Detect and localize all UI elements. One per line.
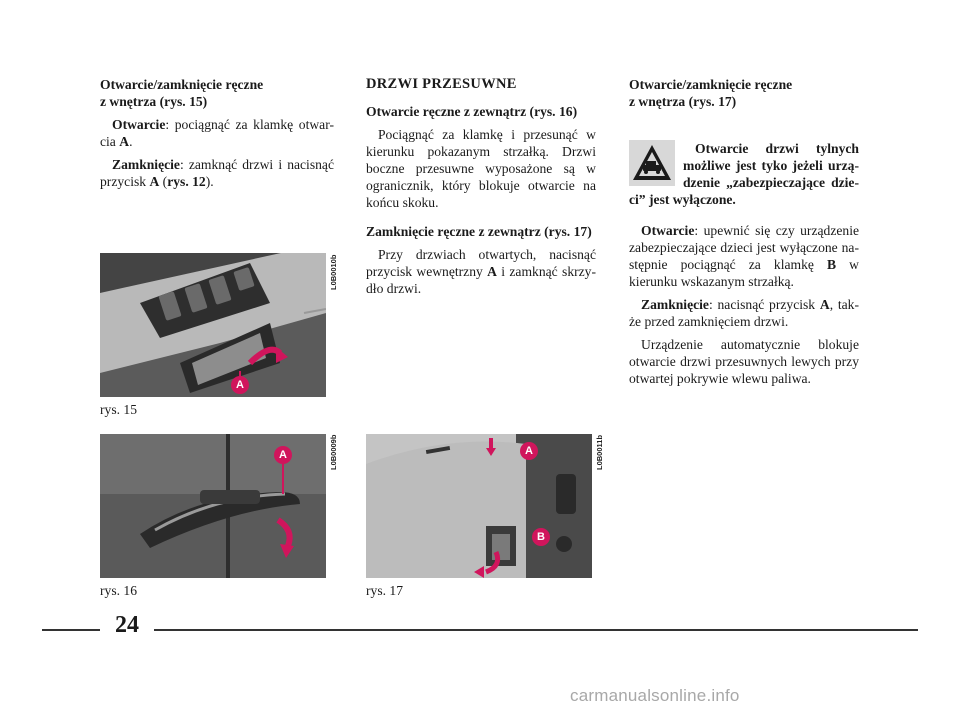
figure-17-label-a: A bbox=[520, 442, 538, 460]
figure-17-code: L0B0011b bbox=[595, 434, 604, 470]
figure-16-label-a: A bbox=[274, 446, 292, 464]
paragraph-opening: Otwarcie: pociągnąć za klamkę otwar-cia A. bbox=[100, 117, 334, 149]
footer-rule-right bbox=[154, 629, 918, 631]
column-right bbox=[629, 76, 859, 393]
paragraph-outside-open: Pociągnąć za klamkę i przesunąć w kierunku pokazanym strzałką. Drzwi boczne przesuwne wyposażone są w ogranicznik, który blokuje otwarcie na końcu skoku. bbox=[366, 127, 596, 210]
footer-rule-left bbox=[42, 629, 100, 631]
figure-15-label-a: A bbox=[231, 376, 249, 394]
subheading-outside-open: Otwarcie ręczne z zewnątrz (rys. 16) bbox=[366, 104, 578, 119]
page-number: 24 bbox=[115, 612, 139, 638]
paragraph-rear-opening: Otwarcie: upewnić się czy urządzenie zabezpieczające dzieci jest wyłączone na-stępnie pociągnąć za klamkę B w kierunku wskazanym strzałką. bbox=[629, 223, 859, 289]
figure-16-caption: rys. 16 bbox=[100, 583, 138, 598]
figure-16-code: L0B0009b bbox=[329, 434, 338, 470]
warning-block bbox=[629, 140, 859, 208]
heading-inside-open-close-line2: z wnętrza (rys. 15) bbox=[100, 94, 208, 109]
figure-17-image bbox=[366, 434, 592, 578]
watermark: carmanualsonline.info bbox=[570, 686, 740, 705]
paragraph-fuel-lock: Urządzenie automatycznie blokuje otwarcie drzwi przesuwnych lewych przy otwartej pokrywie wlewu paliwa. bbox=[629, 337, 859, 386]
column-middle bbox=[366, 76, 596, 303]
warning-icon bbox=[629, 140, 675, 186]
figure-17-label-b: B bbox=[532, 528, 550, 546]
section-title: DRZWI PRZESUWNE bbox=[366, 76, 517, 92]
paragraph-closing: Zamknięcie: zamknąć drzwi i nacisnąć przycisk A (rys. 12). bbox=[100, 157, 334, 189]
figure-16-image bbox=[100, 434, 326, 578]
figure-15-code: L0B0010b bbox=[329, 254, 338, 290]
figure-15-caption: rys. 15 bbox=[100, 402, 138, 417]
warning-text: Otwarcie drzwi tylnych możliwe jest tyko jeżeli urzą-dzenie „zabezpieczające dzie-ci” jest wyłączone. bbox=[629, 141, 859, 207]
heading-inside-rear-line1: Otwarcie/zamknięcie ręczne bbox=[629, 77, 793, 92]
figure-17-caption: rys. 17 bbox=[366, 583, 404, 598]
paragraph-rear-closing: Zamknięcie: nacisnąć przycisk A, tak-że przed zamknięciem drzwi. bbox=[629, 297, 859, 329]
figure-15-image bbox=[100, 253, 326, 397]
column-left bbox=[100, 76, 334, 196]
subheading-outside-close: Zamknięcie ręczne z zewnątrz (rys. 17) bbox=[366, 224, 592, 239]
heading-inside-open-close-line1: Otwarcie/zamknięcie ręczne bbox=[100, 77, 264, 92]
heading-inside-rear-line2: z wnętrza (rys. 17) bbox=[629, 94, 737, 109]
paragraph-outside-close: Przy drzwiach otwartych, nacisnąć przycisk wewnętrzny A i zamknąć skrzy-dło drzwi. bbox=[366, 247, 596, 296]
